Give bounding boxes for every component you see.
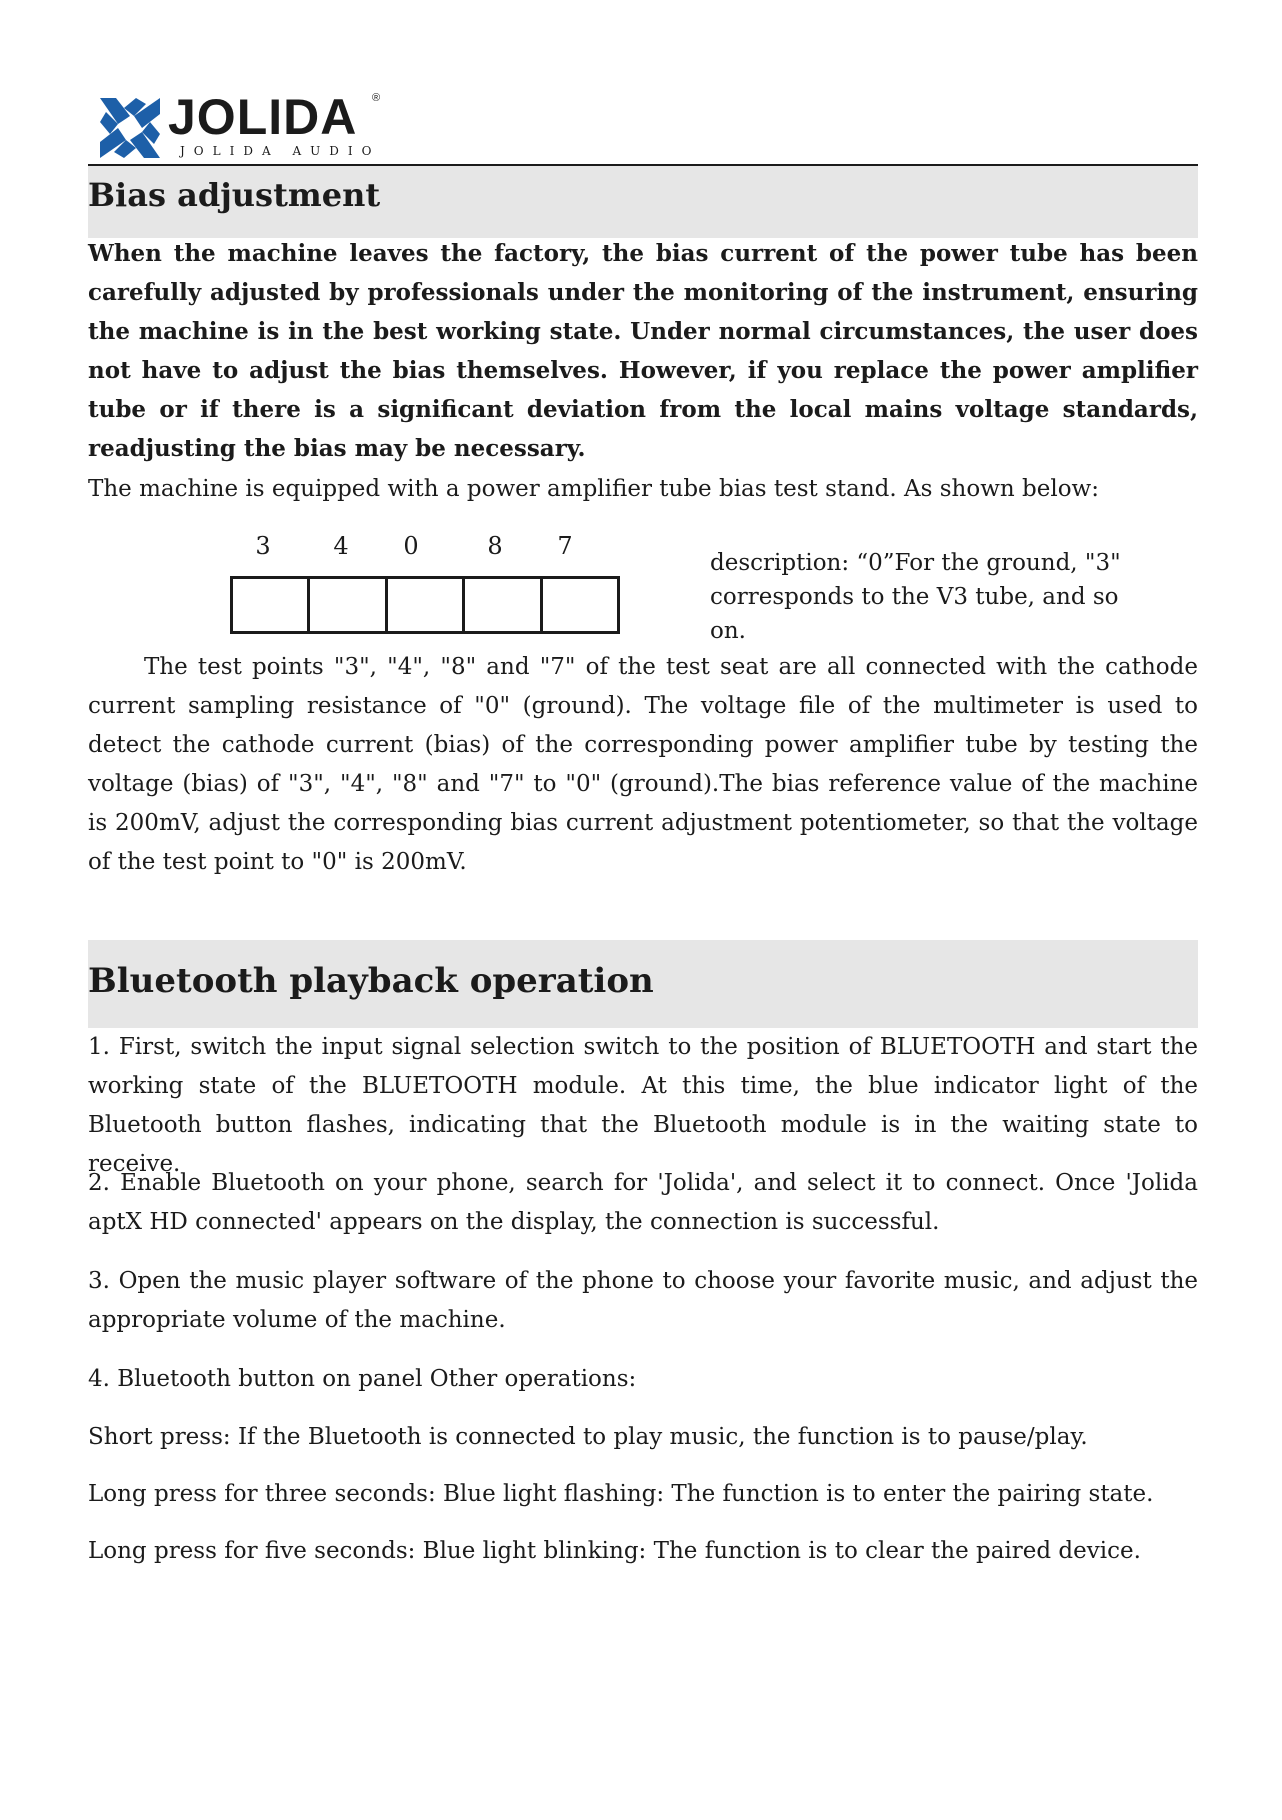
registered-mark: ® [372, 92, 381, 104]
logo-subtitle: JOLIDA AUDIO [180, 144, 381, 158]
bluetooth-step-4: 4. Bluetooth button on panel Other operations: [88, 1366, 637, 1392]
bluetooth-step-2: 2. Enable Bluetooth on your phone, search for 'Jolida', and select it to connect. Once 'Jolida aptX HD connected' appears on the display, the connection is successful. [88, 1170, 1198, 1235]
test-point-labels [230, 528, 620, 564]
test-seat-box [230, 576, 620, 634]
test-seat-cell [233, 579, 310, 631]
bluetooth-step-3: 3. Open the music player software of the phone to choose your favorite music, and adjust the appropriate volume of the machine. [88, 1268, 1198, 1333]
jolida-logo-icon [96, 94, 164, 162]
bluetooth-short-press: Short press: If the Bluetooth is connected to play music, the function is to pause/play. [88, 1424, 1088, 1450]
bias-test-procedure: The test points "3", "4", "8" and "7" of the test seat are all connected with the cathode current sampling resistance of "0" (ground). The voltage file of the multimeter is used to detect the cathode current (bias) of the corresponding power amplifier tube by testing the voltage (bias) of "3", "4", "8" and "7" to "0" (ground).The bias reference value of the machine is 200mV, adjust the corresponding bias current adjustment potentiometer, so that the voltage of the test point to "0" is 200mV. [88, 654, 1198, 875]
test-point-label: 3 [255, 532, 271, 560]
bluetooth-step-1: 1. First, switch the input signal selection switch to the position of BLUETOOTH and start the working state of the BLUETOOTH module. At this time, the blue indicator light of the Bluetooth button flashes, indicating that the Bluetooth module is in the waiting state to receive. [88, 1034, 1198, 1177]
test-seat-cell [465, 579, 542, 631]
bluetooth-long-press-5s: Long press for five seconds: Blue light blinking: The function is to clear the paired device. [88, 1538, 1141, 1564]
test-point-label: 7 [557, 532, 573, 560]
test-stand-description: description: “0”For the ground, "3" corresponds to the V3 tube, and so on. [710, 550, 1121, 644]
bias-intro: When the machine leaves the factory, the bias current of the power tube has been carefully adjusted by professionals under the monitoring of the instrument, ensuring the machine is in the best working state. Under normal circumstances, the user does not have to adjust the bias themselves. However, if you replace the power amplifier tube or if there is a significant deviation from the local mains voltage standards, readjusting the bias may be necessary. [88, 240, 1198, 462]
bias-test-stand-diagram [230, 528, 620, 636]
section-title-bias: Bias adjustment [88, 166, 1198, 238]
bias-stand-intro: The machine is equipped with a power amplifier tube bias test stand. As shown below: [88, 476, 1099, 502]
bluetooth-long-press-3s: Long press for three seconds: Blue light flashing: The function is to enter the pairing state. [88, 1481, 1154, 1507]
test-seat-cell [310, 579, 387, 631]
test-point-label: 8 [487, 532, 503, 560]
test-seat-cell [543, 579, 617, 631]
logo-wordmark: JOLIDA [168, 89, 358, 145]
test-seat-cell [388, 579, 465, 631]
section-title-bluetooth: Bluetooth playback operation [88, 940, 1198, 1028]
header [88, 88, 1198, 166]
test-point-label: 4 [333, 532, 349, 560]
test-point-label: 0 [403, 532, 419, 560]
